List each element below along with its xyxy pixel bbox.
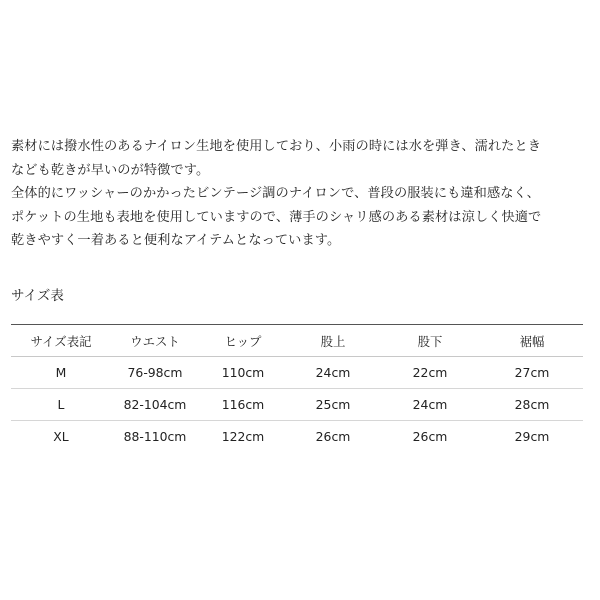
header-inseam: 股下 — [379, 325, 481, 357]
table-row — [11, 421, 583, 453]
table-cell: 110cm — [199, 357, 287, 389]
table-cell: 28cm — [481, 389, 583, 421]
table-cell: 116cm — [199, 389, 287, 421]
header-hem-width: 裾幅 — [481, 325, 583, 357]
table-row — [11, 389, 583, 421]
description-line: 全体的にワッシャーのかかったビンテージ調のナイロンで、普段の服装にも違和感なく、 — [11, 186, 540, 201]
table-cell: 82-104cm — [111, 389, 199, 421]
table-cell: 24cm — [379, 389, 481, 421]
description-line: 乾きやすく一着あると便利なアイテムとなっています。 — [11, 233, 341, 248]
table-header-row — [11, 325, 583, 357]
table-cell: 26cm — [315, 429, 351, 445]
header-hip: ヒップ — [199, 325, 287, 357]
table-cell: XL — [53, 429, 69, 445]
table-cell: 25cm — [287, 389, 379, 421]
product-description — [11, 135, 591, 253]
header-waist: ウエスト — [111, 325, 199, 357]
table-cell: 76-98cm — [111, 357, 199, 389]
table-cell: 88-110cm — [123, 429, 187, 445]
table-cell: 122cm — [221, 429, 265, 445]
header-rise: 股上 — [287, 325, 379, 357]
table-cell: 26cm — [412, 429, 448, 445]
table-cell: 29cm — [514, 429, 550, 445]
table-row — [11, 357, 583, 389]
description-line: ポケットの生地も表地を使用していますので、薄手のシャリ感のある素材は涼しく快適で — [11, 209, 542, 225]
size-table-title: サイズ表 — [11, 288, 64, 304]
table-cell: L — [11, 389, 111, 421]
header-size-label: サイズ表記 — [11, 325, 111, 357]
table-cell: 27cm — [481, 357, 583, 389]
description-line: なども乾きが早いのが特徴です。 — [11, 162, 210, 178]
size-table — [11, 324, 583, 453]
table-cell: 22cm — [379, 357, 481, 389]
description-line: 素材には撥水性のあるナイロン生地を使用しており、小雨の時には水を弾き、濡れたとき — [11, 139, 542, 154]
table-cell: 24cm — [287, 357, 379, 389]
table-cell: M — [11, 357, 111, 389]
